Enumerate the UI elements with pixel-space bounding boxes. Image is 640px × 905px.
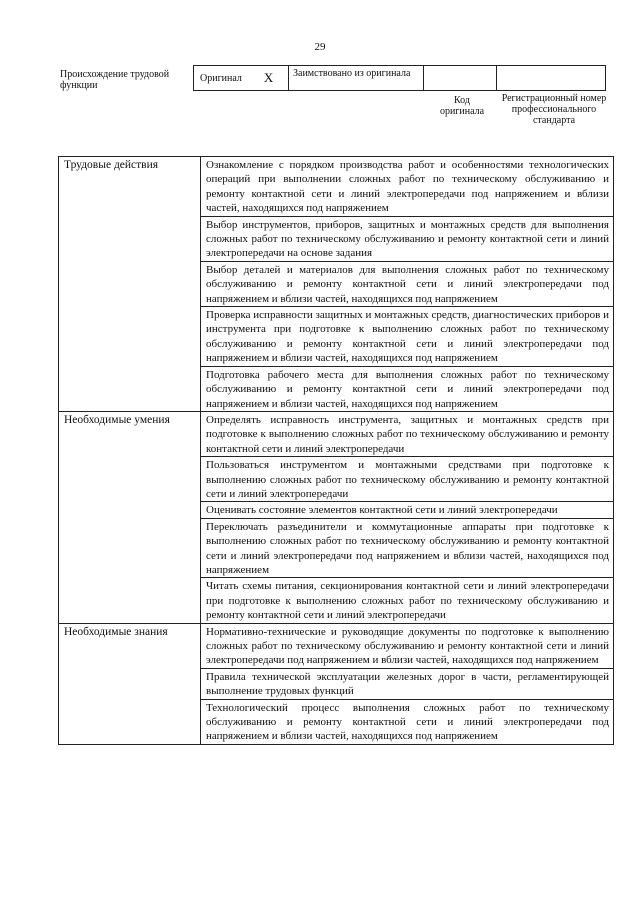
code-cell	[424, 66, 497, 90]
item-text: Выбор инструментов, приборов, защитных и монтажных средств для выполнения сложных работ по техническому обслуживанию и ремонту контактной сети и линий электропередачи на основе задания	[201, 216, 613, 261]
section-skills	[59, 411, 613, 623]
borrowed-cell: Заимствовано из оригинала	[289, 66, 424, 90]
section-label: Трудовые действия	[59, 157, 201, 411]
item-text: Подготовка рабочего места для выполнения сложных работ по техническому обслуживанию и ремонту контактной сети и линий электропередачи под напряжением и вблизи частей, находящихся под напряжением	[201, 366, 613, 411]
section-labor-actions	[59, 157, 613, 411]
section-label: Необходимые умения	[59, 412, 201, 623]
origin-table	[193, 65, 606, 91]
origin-label: Происхождение трудовой функции	[60, 69, 170, 91]
item-text: Переключать разъединители и коммутационные аппараты при подготовке к выполнению сложных работ по техническому обслуживанию и ремонту контактной сети и линий электропередачи под напряжением и вблизи частей, находящихся под напряжением	[201, 518, 613, 578]
section-label: Необходимые знания	[59, 624, 201, 744]
item-text: Оценивать состояние элементов контактной сети и линий электропередачи	[201, 501, 613, 517]
reg-number-caption: Регистрационный номер профессионального стандарта	[501, 93, 607, 126]
item-text: Нормативно-технические и руководящие документы по подготовке к выполнению сложных работ по техническому обслуживанию и ремонту контактной сети и линий электропередачи под напряжением и вблизи частей, находящихся под напряжением	[206, 625, 609, 667]
page-number: 29	[314, 41, 326, 53]
original-cell	[194, 66, 289, 90]
section-knowledge	[59, 623, 613, 744]
function-table	[58, 156, 614, 745]
item-text: Правила технической эксплуатации железных дорог в части, регламентирующей выполнение трудовых функций	[201, 668, 613, 699]
code-caption: Код оригинала	[439, 95, 485, 117]
section-items	[201, 412, 613, 623]
item-text: Пользоваться инструментом и монтажными средствами при подготовке к выполнению сложных работ по техническому обслуживанию и ремонту контактной сети и линий электропередачи	[201, 456, 613, 501]
original-label: Оригинал	[200, 72, 242, 84]
item-text: Читать схемы питания, секционирования контактной сети и линий электропередачи при подготовке к выполнению сложных работ по техническому обслуживанию и ремонту контактной сети и линий электропередачи	[201, 577, 613, 622]
original-mark: X	[263, 70, 274, 85]
reg-number-cell	[497, 66, 605, 90]
section-items	[201, 624, 613, 744]
item-text: Определять исправность инструмента, защитных и монтажных средств при подготовке к выполнению сложных работ по техническому обслуживанию и ремонту контактной сети и линий электропередачи	[206, 413, 609, 455]
item-text: Выбор деталей и материалов для выполнения сложных работ по техническому обслуживанию и ремонту контактной сети и линий электропередачи под напряжением и вблизи частей, находящихся под напряжением	[201, 261, 613, 306]
item-text: Проверка исправности защитных и монтажных средств, диагностических приборов и инструмента при подготовке к выполнению сложных работ по техническому обслуживанию и ремонту контактной сети и линий электропередачи под напряжением и вблизи частей, находящихся под напряжением	[201, 306, 613, 366]
item-text: Ознакомление с порядком производства работ и особенностями технологических операций при выполнении сложных работ по техническому обслуживанию и ремонту контактной сети и линий электропередачи под напряжением и вблизи частей, находящихся под напряжением	[206, 159, 609, 215]
item-text: Технологический процесс выполнения сложных работ по техническому обслуживанию и ремонту контактной сети и линий электропередачи под напряжением и вблизи частей, находящихся под напряжением	[201, 699, 613, 744]
section-items	[201, 157, 613, 411]
